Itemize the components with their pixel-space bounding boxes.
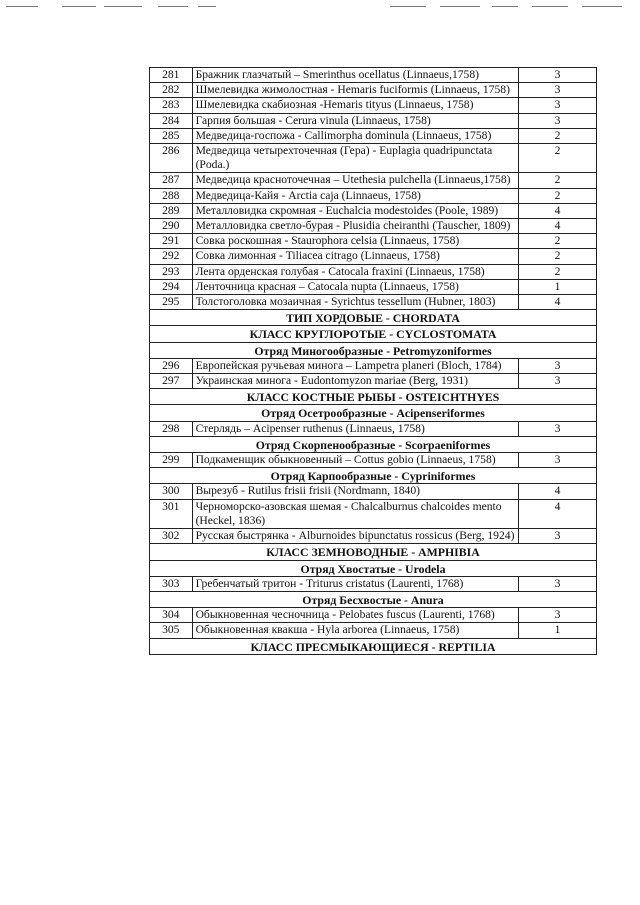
- row-number: 296: [150, 358, 193, 373]
- row-number: 291: [150, 234, 193, 249]
- species-name: Металловидка светло-бурая - Plusidia cheiranthi (Tauscher, 1809): [192, 219, 518, 234]
- category-value: 1: [518, 279, 596, 294]
- section-heading-row: [150, 405, 597, 421]
- table-row: [150, 608, 597, 623]
- species-name: Медведица четырехточечная (Гера) - Euplagia quadripunctata (Poda.): [192, 144, 518, 173]
- section-heading-row: [150, 468, 597, 484]
- species-name: Обыкновенная квакша - Hyla arborea (Linnaeus, 1758): [192, 623, 518, 638]
- category-value: 3: [518, 529, 596, 544]
- row-number: 303: [150, 576, 193, 591]
- table-row: [150, 68, 597, 83]
- section-heading: Отряд Карпообразные - Cypriniformes: [150, 468, 597, 484]
- species-name: Ленточница красная – Catocala nupta (Linnaeus, 1758): [192, 279, 518, 294]
- row-number: 301: [150, 499, 193, 528]
- row-number: 285: [150, 128, 193, 143]
- row-number: 298: [150, 421, 193, 436]
- species-name: Гарпия большая - Cerura vinula (Linnaeus, 1758): [192, 113, 518, 128]
- category-value: 4: [518, 499, 596, 528]
- category-value: 2: [518, 144, 596, 173]
- species-name: Толстоголовка мозаичная - Syrichtus tessellum (Hubner, 1803): [192, 295, 518, 310]
- row-number: 294: [150, 279, 193, 294]
- species-name: Русская быстрянка - Alburnoides bipunctatus rossicus (Berg, 1924): [192, 529, 518, 544]
- table-row: [150, 358, 597, 373]
- category-value: 2: [518, 234, 596, 249]
- row-number: 284: [150, 113, 193, 128]
- row-number: 290: [150, 219, 193, 234]
- category-value: 3: [518, 113, 596, 128]
- category-value: 2: [518, 264, 596, 279]
- section-heading: Отряд Бесхвостые - Anura: [150, 591, 597, 607]
- scan-top-marks: [0, 6, 640, 8]
- species-name: Лента орденская голубая - Catocala fraxini (Linnaeus, 1758): [192, 264, 518, 279]
- table-row: [150, 623, 597, 638]
- species-table: [149, 67, 597, 655]
- category-value: 3: [518, 453, 596, 468]
- species-name: Стерлядь – Acipenser ruthenus (Linnaeus, 1758): [192, 421, 518, 436]
- table-row: [150, 374, 597, 389]
- row-number: 293: [150, 264, 193, 279]
- category-value: 3: [518, 68, 596, 83]
- table-row: [150, 484, 597, 499]
- table-row: [150, 173, 597, 188]
- species-name: Обыкновенная чесночница - Pelobates fuscus (Laurenti, 1768): [192, 608, 518, 623]
- species-name: Медведица-Кайя - Arctia caja (Linnaeus, 1758): [192, 188, 518, 203]
- species-name: Совка лимонная - Tiliacea citrago (Linnaeus, 1758): [192, 249, 518, 264]
- row-number: 282: [150, 83, 193, 98]
- row-number: 292: [150, 249, 193, 264]
- table-row: [150, 188, 597, 203]
- section-heading: Отряд Осетрообразные - Acipenseriformes: [150, 405, 597, 421]
- species-name: Украинская минога - Eudontomyzon mariae (Berg, 1931): [192, 374, 518, 389]
- species-name: Шмелевидка скабиозная -Hemaris tityus (Linnaeus, 1758): [192, 98, 518, 113]
- section-heading-row: [150, 326, 597, 342]
- species-name: Медведица красноточечная – Utethesia pulchella (Linnaeus,1758): [192, 173, 518, 188]
- table-row: [150, 249, 597, 264]
- species-name: Бражник глазчатый – Smerinthus ocellatus (Linnaeus,1758): [192, 68, 518, 83]
- table-row: [150, 529, 597, 544]
- table-row: [150, 453, 597, 468]
- category-value: 2: [518, 128, 596, 143]
- row-number: 295: [150, 295, 193, 310]
- row-number: 287: [150, 173, 193, 188]
- section-heading: КЛАСС ПРЕСМЫКАЮЩИЕСЯ - REPTILIA: [150, 638, 597, 654]
- row-number: 304: [150, 608, 193, 623]
- section-heading: Отряд Скорпенообразные - Scorpaeniformes: [150, 436, 597, 452]
- table-row: [150, 219, 597, 234]
- section-heading-row: [150, 591, 597, 607]
- table-row: [150, 295, 597, 310]
- category-value: 4: [518, 484, 596, 499]
- section-heading-row: [150, 560, 597, 576]
- row-number: 286: [150, 144, 193, 173]
- category-value: 2: [518, 188, 596, 203]
- category-value: 4: [518, 295, 596, 310]
- row-number: 297: [150, 374, 193, 389]
- category-value: 1: [518, 623, 596, 638]
- table-row: [150, 128, 597, 143]
- species-name: Вырезуб - Rutilus frisii frisii (Nordmann, 1840): [192, 484, 518, 499]
- category-value: 3: [518, 421, 596, 436]
- category-value: 3: [518, 374, 596, 389]
- row-number: 283: [150, 98, 193, 113]
- section-heading-row: [150, 342, 597, 358]
- table-row: [150, 98, 597, 113]
- row-number: 281: [150, 68, 193, 83]
- section-heading: Отряд Миногообразные - Petromyzoniformes: [150, 342, 597, 358]
- table-row: [150, 576, 597, 591]
- section-heading-row: [150, 389, 597, 405]
- category-value: 3: [518, 608, 596, 623]
- table-row: [150, 264, 597, 279]
- section-heading: ТИП ХОРДОВЫЕ - CHORDATA: [150, 310, 597, 326]
- section-heading-row: [150, 544, 597, 560]
- category-value: 2: [518, 249, 596, 264]
- row-number: 302: [150, 529, 193, 544]
- species-name: Гребенчатый тритон - Triturus cristatus (Laurenti, 1768): [192, 576, 518, 591]
- species-name: Совка роскошная - Staurophora celsia (Linnaeus, 1758): [192, 234, 518, 249]
- table-row: [150, 279, 597, 294]
- section-heading: КЛАСС ЗЕМНОВОДНЫЕ - AMPHIBIA: [150, 544, 597, 560]
- table-row: [150, 203, 597, 218]
- species-name: Шмелевидка жимолостная - Hemaris fuciformis (Linnaeus, 1758): [192, 83, 518, 98]
- table-row: [150, 234, 597, 249]
- species-name: Медведица-госпожа - Callimorpha dominula (Linnaeus, 1758): [192, 128, 518, 143]
- table-row: [150, 83, 597, 98]
- section-heading: КЛАСС КРУГЛОРОТЫЕ - CYCLOSTOMATA: [150, 326, 597, 342]
- category-value: 3: [518, 83, 596, 98]
- category-value: 3: [518, 98, 596, 113]
- species-name: Черноморско-азовская шемая - Chalcalburnus chalcoides mento (Heckel, 1836): [192, 499, 518, 528]
- table-row: [150, 144, 597, 173]
- category-value: 4: [518, 219, 596, 234]
- row-number: 299: [150, 453, 193, 468]
- row-number: 305: [150, 623, 193, 638]
- table-row: [150, 421, 597, 436]
- row-number: 289: [150, 203, 193, 218]
- species-table-body: [150, 68, 597, 655]
- row-number: 288: [150, 188, 193, 203]
- table-row: [150, 499, 597, 528]
- category-value: 3: [518, 576, 596, 591]
- table-row: [150, 113, 597, 128]
- species-name: Подкаменщик обыкновенный – Cottus gobio (Linnaeus, 1758): [192, 453, 518, 468]
- section-heading-row: [150, 310, 597, 326]
- section-heading: Отряд Хвостатые - Urodela: [150, 560, 597, 576]
- section-heading-row: [150, 436, 597, 452]
- section-heading-row: [150, 638, 597, 654]
- row-number: 300: [150, 484, 193, 499]
- category-value: 2: [518, 173, 596, 188]
- species-name: Металловидка скромная - Euchalcia modestoides (Poole, 1989): [192, 203, 518, 218]
- species-name: Европейская ручьевая минога – Lampetra planeri (Bloch, 1784): [192, 358, 518, 373]
- category-value: 4: [518, 203, 596, 218]
- section-heading: КЛАСС КОСТНЫЕ РЫБЫ - OSTEICHTHYES: [150, 389, 597, 405]
- category-value: 3: [518, 358, 596, 373]
